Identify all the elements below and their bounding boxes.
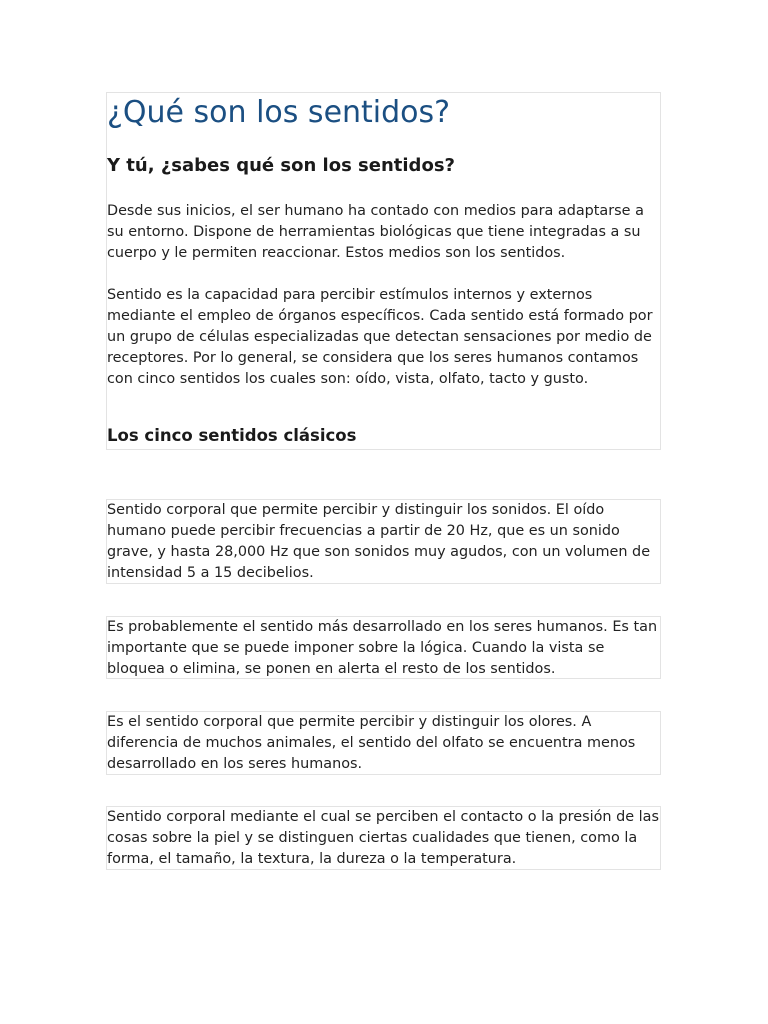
intro-paragraph-1: Desde sus inicios, el ser humano ha contado con medios para adaptarse a su entorno. Dispone de herramientas biológicas que tiene integradas a su cuerpo y le permiten reaccionar. Estos medios son los sentidos. — [107, 203, 644, 261]
sense-text: Es probablemente el sentido más desarrollado en los seres humanos. Es tan importante que se puede imponer sobre la lógica. Cuando la vista se bloquea o elimina, se ponen en alerta el resto de los sentidos. — [107, 619, 658, 677]
sense-card-touch — [106, 806, 661, 870]
intro-paragraph-2: Sentido es la capacidad para percibir estímulos internos y externos mediante el empleo de órganos específicos. Cada sentido está formado por un grupo de células especializadas que detectan sensaciones por medio de receptores. Por lo general, se considera que los seres humanos contamos con cinco sentidos los cuales son: oído, vista, olfato, tacto y gusto. — [107, 287, 653, 387]
sense-card-smell — [106, 711, 661, 775]
sense-card-hearing — [106, 499, 661, 584]
page-subtitle: Y tú, ¿sabes qué son los sentidos? — [107, 155, 455, 176]
page-title: ¿Qué son los sentidos? — [107, 95, 451, 130]
section-heading: Los cinco sentidos clásicos — [107, 426, 357, 445]
sense-text: Sentido corporal que permite percibir y distinguir los sonidos. El oído humano puede percibir frecuencias a partir de 20 Hz, que es un sonido grave, y hasta 28,000 Hz que son sonidos muy agudos, con un volumen de intensidad 5 a 15 decibelios. — [107, 502, 651, 581]
sense-text: Es el sentido corporal que permite percibir y distinguir los olores. A diferencia de muchos animales, el sentido del olfato se encuentra menos desarrollado en los seres humanos. — [107, 714, 636, 772]
intro-section — [106, 92, 661, 450]
sense-card-sight — [106, 616, 661, 679]
sense-text: Sentido corporal mediante el cual se perciben el contacto o la presión de las cosas sobre la piel y se distinguen ciertas cualidades que tienen, como la forma, el tamaño, la textura, la dureza o la temperatura. — [107, 809, 660, 867]
